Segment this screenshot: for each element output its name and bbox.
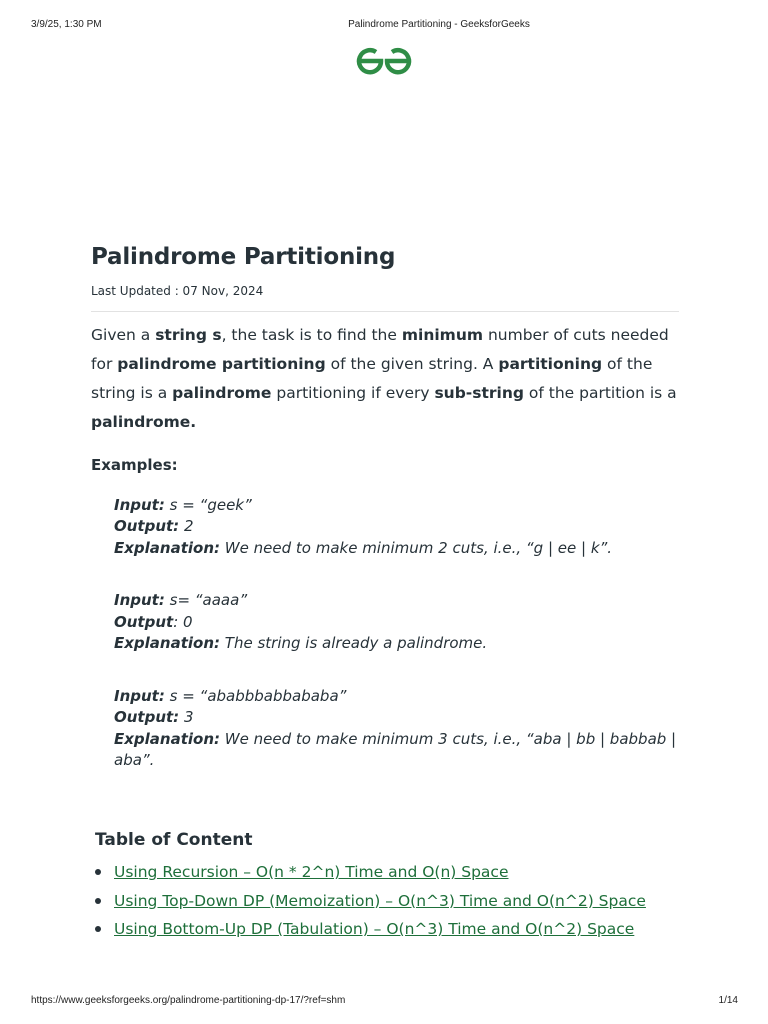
body-text: of the partition is a [523, 384, 677, 402]
example-input [114, 495, 679, 517]
explanation-value: We need to make minimum 2 cuts, i.e., “g | ee | k”. [220, 538, 613, 557]
output-label: Output: [114, 708, 180, 726]
print-page-title: Palindrome Partitioning - GeeksforGeeks [348, 19, 530, 30]
body-text: of the given string. A [325, 355, 499, 373]
output-value: 2 [179, 517, 194, 535]
explanation-value: We need to make minimum 3 cuts, i.e., “aba | bb | babbab | aba”. [114, 729, 677, 769]
output-label: Output: [114, 517, 180, 535]
example-explanation [114, 633, 679, 655]
body-text: partitioning if every [271, 384, 435, 402]
explanation-label: Explanation: [114, 634, 221, 652]
example-output [114, 516, 679, 538]
toc-title: Table of Content [95, 830, 253, 850]
toc-link-tabulation[interactable]: Using Bottom-Up DP (Tabulation) – O(n^3) Time and O(n^2) Space [114, 920, 635, 938]
input-value: s= “aaaa” [164, 591, 248, 609]
print-page-number: 1/14 [718, 995, 738, 1006]
output-value: 3 [179, 708, 194, 726]
emphasis-text: palindrome [172, 384, 272, 402]
toc-link-memoization[interactable]: Using Top-Down DP (Memoization) – O(n^3) Time and O(n^2) Space [114, 891, 646, 910]
print-datetime: 3/9/25, 1:30 PM [31, 19, 102, 30]
example-output [114, 612, 679, 634]
emphasis-text: palindrome. [91, 413, 197, 431]
example-explanation [114, 538, 679, 560]
gfg-logo-icon[interactable] [355, 45, 413, 77]
article-title: Palindrome Partitioning [91, 244, 396, 270]
input-value: s = “ababbbabbababa” [164, 686, 347, 705]
intro-paragraph [91, 321, 679, 437]
example-block [114, 686, 679, 772]
toc-item [95, 915, 695, 944]
divider [91, 311, 679, 312]
emphasis-text: sub-string [434, 384, 524, 402]
examples-heading: Examples: [91, 455, 178, 474]
example-block [114, 495, 679, 560]
print-url: https://www.geeksforgeeks.org/palindrome-partitioning-dp-17/?ref=shm [31, 995, 346, 1006]
body-text: Given a [91, 326, 156, 344]
example-input [114, 686, 679, 708]
input-value: s = “geek” [164, 495, 252, 514]
body-text: , the task is to find the [221, 326, 402, 344]
example-block [114, 590, 679, 655]
toc-item [95, 858, 695, 887]
body-text: number of cuts needed for [91, 326, 669, 373]
explanation-label: Explanation: [114, 729, 221, 748]
bullet-icon [95, 898, 101, 904]
toc-link-recursion[interactable]: Using Recursion – O(n * 2^n) Time and O(n) Space [114, 863, 509, 881]
article [91, 240, 679, 772]
example-input [114, 590, 679, 612]
emphasis-text: minimum [401, 326, 484, 344]
emphasis-text: partitioning [498, 355, 603, 373]
output-label: Output [114, 612, 174, 631]
example-explanation [114, 729, 679, 772]
bullet-icon [95, 926, 101, 932]
toc-item [95, 887, 695, 916]
body-text: of the string is a [91, 355, 653, 402]
input-label: Input: [114, 591, 165, 609]
toc-list [95, 858, 695, 944]
bullet-icon [95, 869, 101, 875]
input-label: Input: [114, 495, 165, 514]
input-label: Input: [114, 686, 165, 705]
explanation-label: Explanation: [114, 538, 221, 557]
table-of-content [95, 828, 695, 944]
example-output [114, 707, 679, 729]
last-updated: Last Updated : 07 Nov, 2024 [91, 284, 264, 298]
emphasis-text: palindrome partitioning [117, 355, 326, 373]
output-value: : 0 [173, 612, 193, 631]
explanation-value: The string is already a palindrome. [220, 634, 488, 652]
emphasis-text: string s [155, 326, 222, 344]
